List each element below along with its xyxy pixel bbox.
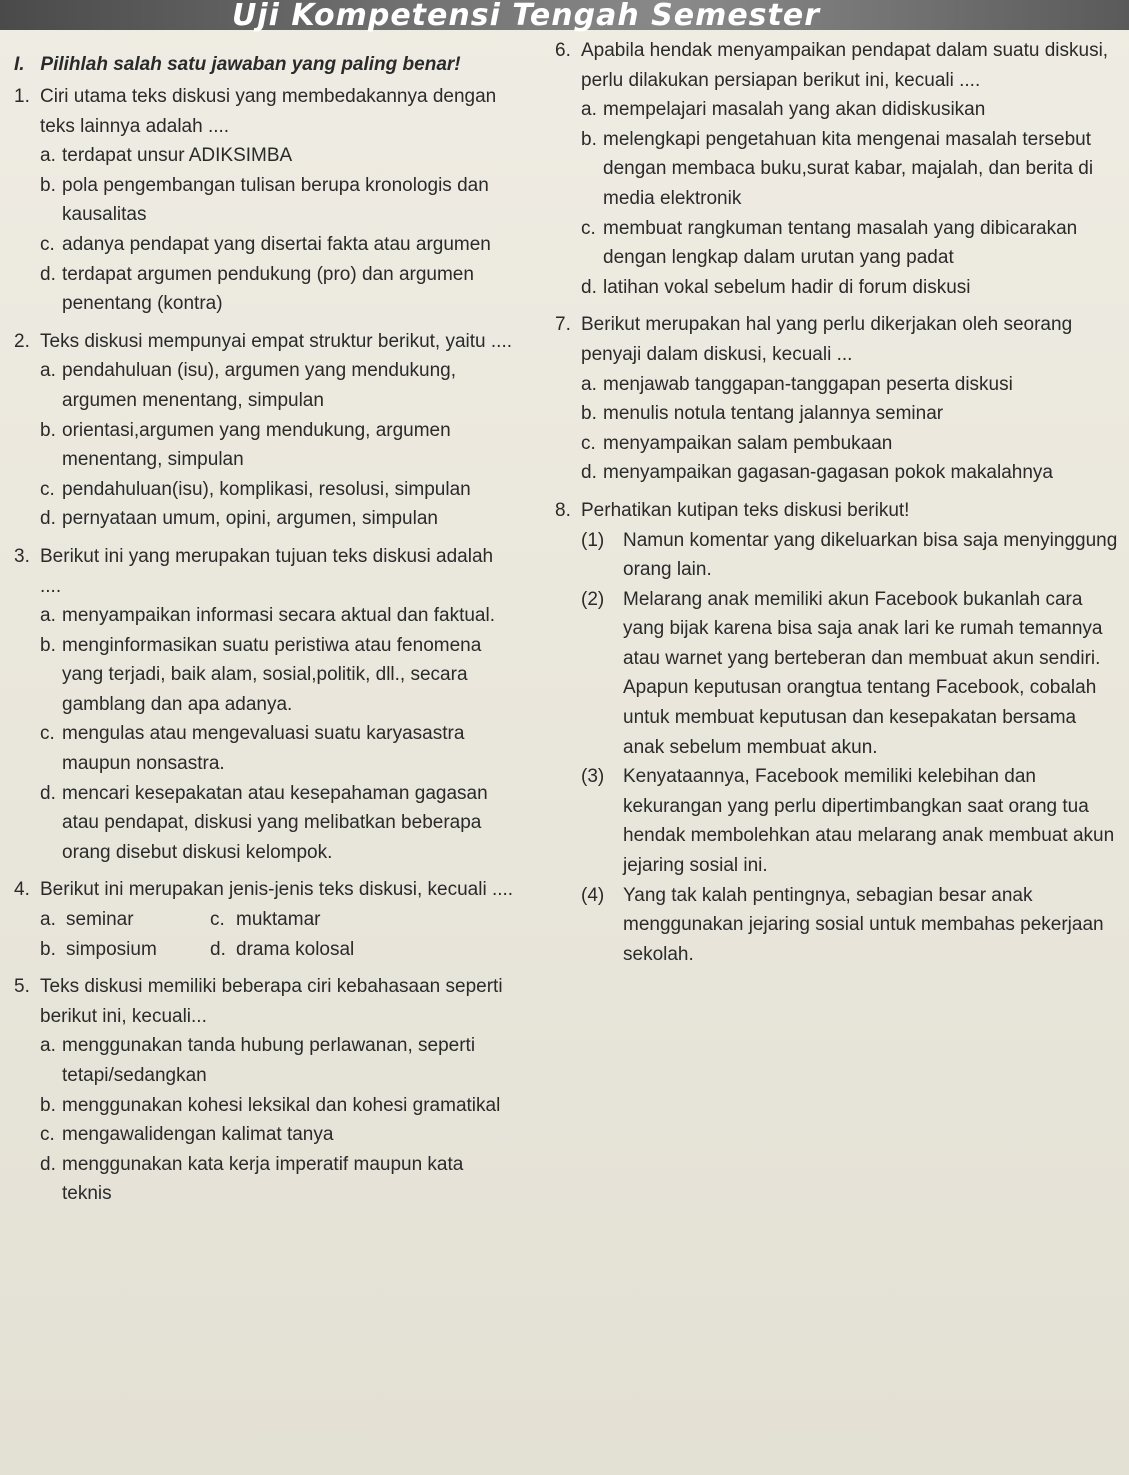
option-a[interactable]: a. menyampaikan informasi secara aktual dan faktual. bbox=[40, 605, 496, 627]
question-6 bbox=[555, 36, 1120, 302]
option-b[interactable]: b. melengkapi pengetahuan kita mengenai masalah tersebut dengan membaca buku,surat kabar, majalah, dan berita di media elektronik bbox=[581, 128, 1094, 209]
question-7 bbox=[555, 310, 1120, 488]
option-d[interactable]: d. menyampaikan gagasan-gagasan pokok makalahnya bbox=[581, 462, 1053, 484]
excerpt-item-1: (1) Namun komentar yang dikeluarkan bisa saja menyinggung orang lain. bbox=[581, 529, 1118, 581]
right-column bbox=[555, 36, 1120, 969]
option-b[interactable]: b. simposium bbox=[40, 938, 157, 960]
question-text: Teks diskusi mempunyai empat struktur berikut, yaitu .... bbox=[40, 330, 513, 352]
section-heading: I. Pilihlah salah satu jawaban yang paling benar! bbox=[14, 54, 461, 75]
question-3 bbox=[14, 542, 514, 868]
option-d[interactable]: d. drama kolosal bbox=[210, 938, 355, 960]
question-4 bbox=[14, 875, 514, 905]
option-a[interactable]: a. menjawab tanggapan-tanggapan peserta diskusi bbox=[581, 373, 1013, 395]
option-a[interactable]: a. terdapat unsur ADIKSIMBA bbox=[40, 145, 293, 167]
question-text: Berikut merupakan hal yang perlu dikerjakan oleh seorang penyaji dalam diskusi, kecuali ... bbox=[581, 314, 1073, 365]
option-b[interactable]: b. orientasi,argumen yang mendukung, argumen menentang, simpulan bbox=[40, 419, 451, 471]
question-number: 1. bbox=[14, 86, 30, 107]
option-d[interactable]: d. mencari kesepakatan atau kesepahaman gagasan atau pendapat, diskusi yang melibatkan beberapa orang disebut diskusi kelompok. bbox=[40, 782, 488, 863]
page-title: Uji Kompetensi Tengah Semester bbox=[232, 0, 821, 33]
option-a[interactable]: a. seminar bbox=[40, 909, 134, 931]
question-number: 2. bbox=[14, 330, 30, 352]
question-2 bbox=[14, 327, 514, 534]
option-b[interactable]: b. menginformasikan suatu peristiwa atau fenomena yang terjadi, baik alam, sosial,politik, dll., secara gamblang dan apa adanya. bbox=[40, 634, 482, 715]
question-number: 4. bbox=[14, 879, 30, 901]
question-text: Berikut ini merupakan jenis-jenis teks diskusi, kecuali .... bbox=[40, 879, 514, 901]
option-b[interactable]: b. menulis notula tentang jalannya seminar bbox=[581, 403, 944, 425]
question-text: Teks diskusi memiliki beberapa ciri kebahasaan seperti berikut ini, kecuali... bbox=[40, 976, 503, 1027]
question-number: 6. bbox=[555, 40, 571, 61]
question-text: Berikut ini yang merupakan tujuan teks diskusi adalah .... bbox=[40, 545, 494, 597]
question-5 bbox=[14, 972, 514, 1209]
option-b[interactable]: b. pola pengembangan tulisan berupa kronologis dan kausalitas bbox=[40, 174, 489, 226]
option-d[interactable]: d. latihan vokal sebelum hadir di forum diskusi bbox=[581, 276, 971, 298]
excerpt-item-4: (4) Yang tak kalah pentingnya, sebagian besar anak menggunakan jejaring sosial untuk membahas pekerjaan sekolah. bbox=[581, 884, 1104, 965]
question-text: Ciri utama teks diskusi yang membedakannya dengan teks lainnya adalah .... bbox=[40, 86, 497, 137]
question-8 bbox=[555, 496, 1120, 970]
option-d[interactable]: d. menggunakan kata kerja imperatif maupun kata teknis bbox=[40, 1153, 464, 1205]
excerpt-item-2: (2) Melarang anak memiliki akun Facebook bukanlah cara yang bijak karena bisa saja anak lari ke rumah temannya atau warnet yang berteberan dan membuat akun sendiri. Apapun keputusan orangtua tentang Facebook, cobalah untuk membuat keputusan dan kesepakatan bersama anak sebelum membuat akun. bbox=[581, 588, 1103, 758]
excerpt-item-3: (3) Kenyataannya, Facebook memiliki kelebihan dan kekurangan yang perlu dipertimbangkan saat orang tua hendak membolehkan atau melarang anak membuat akun jejaring sosial ini. bbox=[581, 766, 1115, 877]
option-d[interactable]: d. pernyataan umum, opini, argumen, simpulan bbox=[40, 508, 438, 530]
option-c[interactable]: c. muktamar bbox=[210, 909, 321, 931]
option-c[interactable]: c. membuat rangkuman tentang masalah yang dibicarakan dengan lengkap dalam urutan yang padat bbox=[581, 217, 1078, 269]
option-a[interactable]: a. pendahuluan (isu), argumen yang mendukung, argumen menentang, simpulan bbox=[40, 360, 456, 411]
option-a[interactable]: a. menggunakan tanda hubung perlawanan, seperti tetapi/sedangkan bbox=[40, 1035, 476, 1086]
question-number: 7. bbox=[555, 314, 571, 336]
question-text: Perhatikan kutipan teks diskusi berikut! bbox=[581, 499, 910, 521]
left-column bbox=[14, 82, 514, 1209]
option-c[interactable]: c. pendahuluan(isu), komplikasi, resolusi, simpulan bbox=[40, 478, 471, 500]
question-1 bbox=[14, 82, 514, 319]
option-c[interactable]: c. mengawalidengan kalimat tanya bbox=[40, 1124, 334, 1146]
option-a[interactable]: a. mempelajari masalah yang akan didiskusikan bbox=[581, 99, 986, 121]
question-4-options bbox=[14, 905, 514, 964]
question-number: 8. bbox=[555, 499, 571, 521]
option-c[interactable]: c. mengulas atau mengevaluasi suatu karyasastra maupun nonsastra. bbox=[40, 723, 465, 775]
question-text: Apabila hendak menyampaikan pendapat dalam suatu diskusi, perlu dilakukan persiapan berikut ini, kecuali .... bbox=[581, 40, 1109, 91]
option-c[interactable]: c. menyampaikan salam pembukaan bbox=[581, 432, 893, 454]
option-c[interactable]: c. adanya pendapat yang disertai fakta atau argumen bbox=[40, 233, 491, 255]
option-d[interactable]: d. terdapat argumen pendukung (pro) dan argumen penentang (kontra) bbox=[40, 263, 474, 315]
question-number: 5. bbox=[14, 976, 30, 998]
question-number: 3. bbox=[14, 545, 30, 567]
option-b[interactable]: b. menggunakan kohesi leksikal dan kohesi gramatikal bbox=[40, 1094, 501, 1116]
